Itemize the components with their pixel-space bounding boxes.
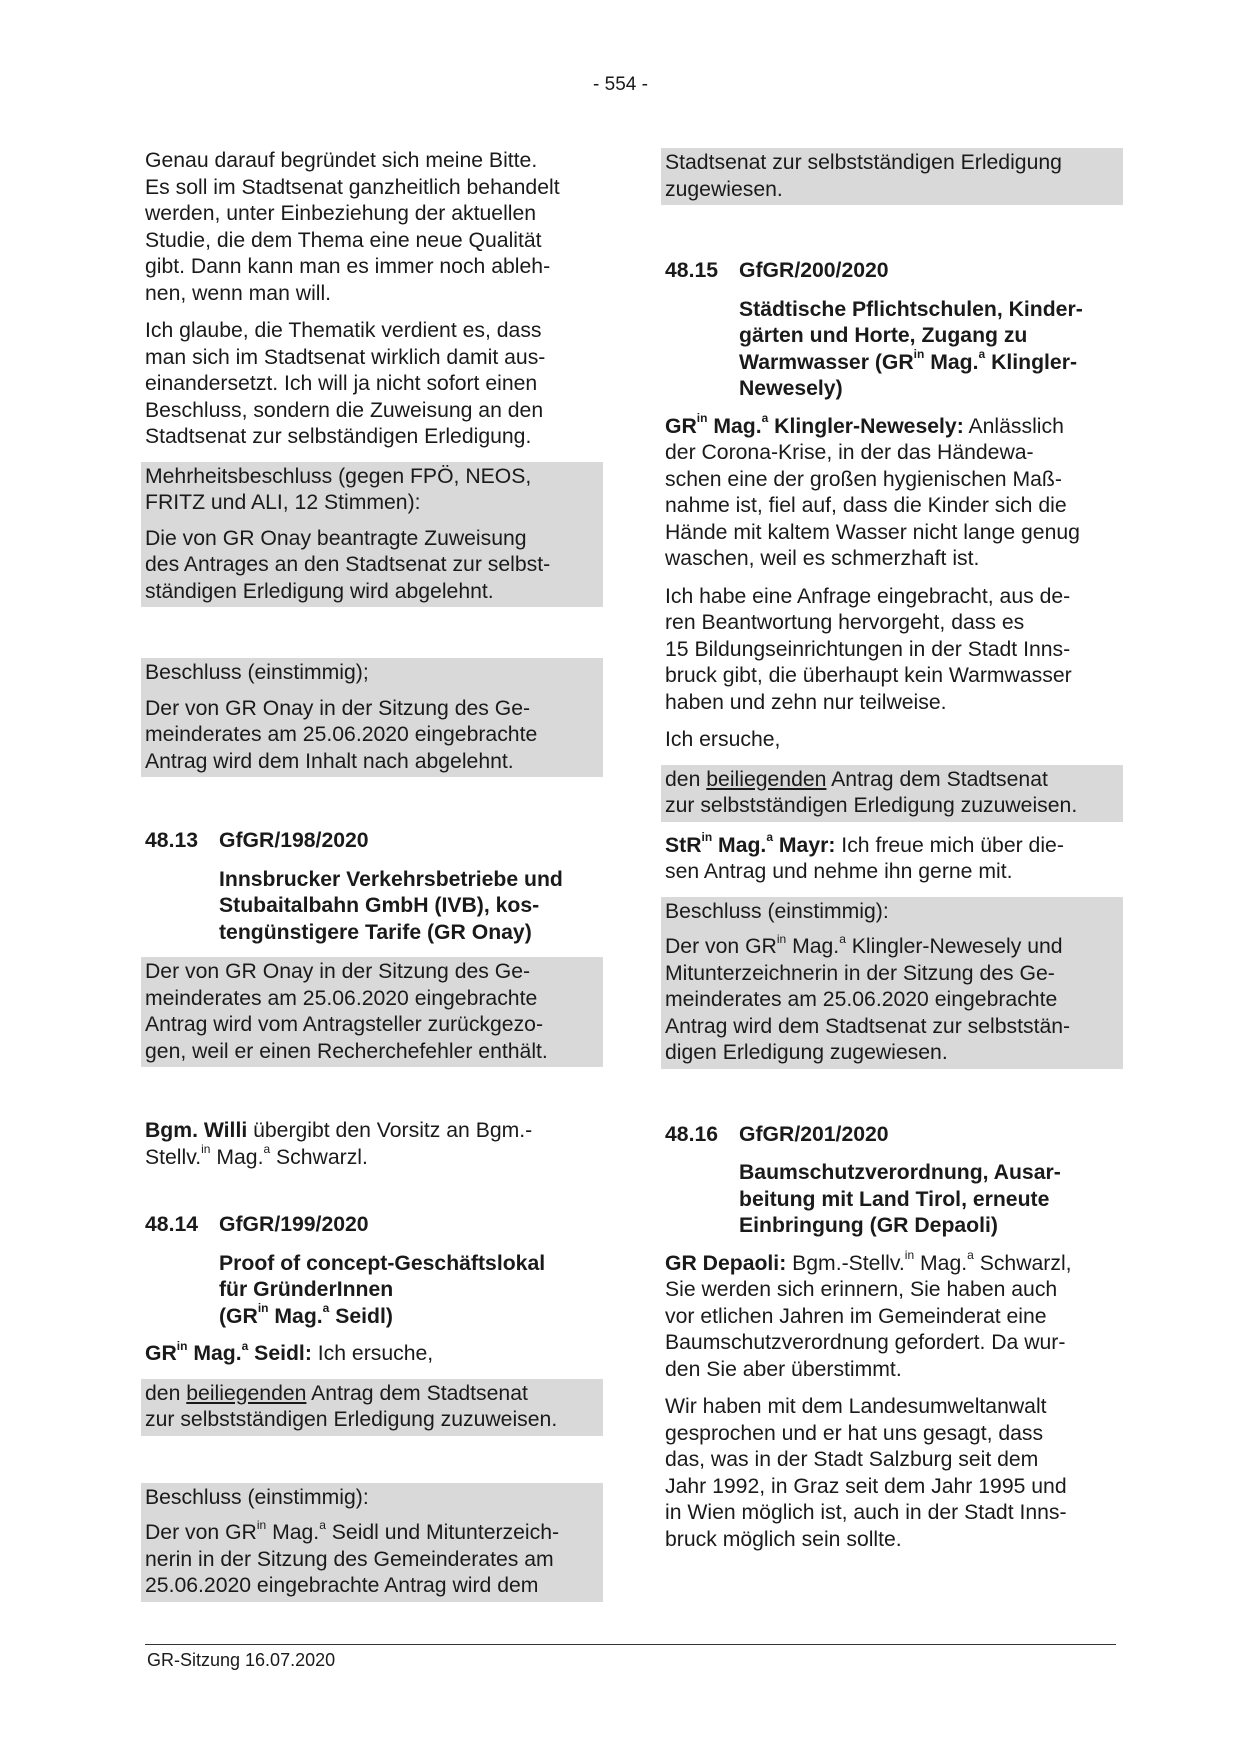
text-span: (GR <box>219 1304 258 1328</box>
text-line: zugewiesen. <box>665 177 783 201</box>
text-line: Newesely) <box>739 377 843 400</box>
agenda-item-subject <box>145 867 603 947</box>
text-line: einandersetzt. Ich will ja nicht sofort einen <box>145 372 538 395</box>
superscript: in <box>201 1142 211 1157</box>
superscript: a <box>766 830 774 845</box>
resolution-box <box>661 897 1123 1069</box>
text-line: des Antrages an den Stadtsenat zur selbst- <box>145 553 551 576</box>
text-span: Klingler-Newesely und <box>845 935 1063 958</box>
agenda-item-number: 48.15 <box>665 259 719 282</box>
text-line: meinderates am 25.06.2020 eingebrachte <box>665 988 1058 1011</box>
resolution-text <box>145 526 599 606</box>
superscript: a <box>322 1301 330 1316</box>
agenda-item-heading <box>145 828 603 855</box>
speech <box>145 1338 603 1368</box>
text-span: Antrag dem Stadtsenat <box>306 1381 528 1405</box>
text-line: Der von GR Onay in der Sitzung des Ge- <box>145 696 531 720</box>
text-span: Mag. <box>924 350 979 374</box>
text-line: bruck gibt, die überhaupt kein Warmwasser <box>665 664 1072 687</box>
text-line <box>145 1142 603 1172</box>
text-line: Stadtsenat zur selbständigen Erledigung. <box>145 425 532 448</box>
text-line: Hände mit kaltem Wasser nicht lange genug <box>665 520 1080 544</box>
resolution-text <box>665 150 1119 203</box>
text-line: vor etlichen Jahren im Gemeinderat eine <box>665 1304 1047 1328</box>
agenda-item-subject <box>665 1160 1123 1240</box>
motion-box <box>141 1379 603 1436</box>
text-span: GR <box>145 1342 177 1365</box>
text-line <box>145 1338 603 1368</box>
speaker-name: GR Depaoli: <box>665 1251 787 1275</box>
text-span: GR <box>665 414 697 438</box>
resolution-box <box>141 957 603 1067</box>
motion-text <box>665 767 1119 820</box>
text-span: Mag. <box>268 1304 323 1328</box>
resolution-box <box>661 148 1123 205</box>
resolution-box <box>141 462 603 608</box>
text-line: 25.06.2020 eingebrachte Antrag wird dem <box>145 1574 539 1597</box>
text-line <box>219 1301 603 1331</box>
paragraph <box>145 318 603 451</box>
text-line: schen eine der großen hygienischen Maß- <box>665 467 1062 491</box>
text-span: Seidl) <box>329 1304 393 1328</box>
agenda-item-heading <box>665 1122 1123 1149</box>
text-span: Bgm.-Stellv. <box>786 1251 905 1275</box>
text-line: zur selbstständigen Erledigung zuzuweisen. <box>145 1408 558 1431</box>
text-span: Mag. <box>914 1251 968 1275</box>
text-line: Antrag wird vom Antragsteller zurückgezo- <box>145 1013 544 1036</box>
superscript: in <box>257 1301 269 1316</box>
text-span: den <box>665 767 707 791</box>
superscript: a <box>967 1248 974 1263</box>
paragraph <box>145 148 603 307</box>
text-line: Studie, die dem Thema eine neue Qualität <box>145 228 542 252</box>
text-line: Ich habe eine Anfrage eingebracht, aus de- <box>665 584 1071 608</box>
text-line: Einbringung (GR Depaoli) <box>739 1214 998 1237</box>
resolution-heading <box>665 899 1119 926</box>
text-span: Antrag dem Stadtsenat <box>826 767 1048 791</box>
text-line: beitung mit Land Tirol, erneute <box>739 1187 1050 1211</box>
resolution-heading <box>145 464 599 517</box>
text-line <box>665 767 1119 794</box>
text-line <box>739 347 1123 377</box>
agenda-item-number: 48.13 <box>145 829 199 852</box>
text-line: Wir haben mit dem Landesumweltanwalt <box>665 1395 1047 1418</box>
motion-box <box>661 765 1123 822</box>
paragraph <box>665 584 1123 717</box>
text-span: den <box>145 1381 187 1405</box>
text-line: man sich im Stadtsenat wirklich damit aus- <box>145 345 546 369</box>
text-span: Der von GR <box>665 935 777 958</box>
text-line: waschen, weil es schmerzhaft ist. <box>665 547 980 570</box>
text-line: ren Beantwortung hervorgeht, dass es <box>665 611 1025 634</box>
text-line: Innsbrucker Verkehrsbetriebe und <box>219 867 563 891</box>
text-line: Jahr 1992, in Graz seit dem Jahr 1995 und <box>665 1474 1067 1498</box>
agenda-item-heading <box>145 1212 603 1239</box>
text-line: für GründerInnen <box>219 1278 394 1301</box>
text-span: übergibt den Vorsitz an Bgm.- <box>247 1119 533 1142</box>
footer-divider <box>145 1644 1116 1645</box>
resolution-text <box>145 959 599 1065</box>
text-line: Es soll im Stadtsenat ganzheitlich behandelt <box>145 175 560 199</box>
speaker-name: Bgm. Willi <box>145 1119 248 1142</box>
text-line: tengünstigere Tarife (GR Onay) <box>219 920 532 944</box>
speech <box>665 1248 1123 1384</box>
text-span: Anlässlich <box>963 414 1064 438</box>
text-line: werden, unter Einbeziehung der aktuellen <box>145 202 537 225</box>
text-span: Mag. <box>786 935 840 958</box>
agenda-item-number: 48.16 <box>665 1122 719 1146</box>
text-line <box>145 1381 599 1408</box>
agenda-item-number: 48.14 <box>145 1213 199 1236</box>
text-line: meinderates am 25.06.2020 eingebrachte <box>145 986 538 1010</box>
superscript: a <box>319 1517 326 1532</box>
superscript: a <box>761 411 769 426</box>
text-line: Baumschutzverordnung gefordert. Da wur- <box>665 1331 1066 1354</box>
motion-text <box>145 1381 599 1434</box>
text-line: gibt. Dann kann man es immer noch ableh- <box>145 255 551 278</box>
text-line: bruck möglich sein sollte. <box>665 1527 902 1551</box>
text-span: Seidl und Mitunterzeich- <box>325 1521 560 1544</box>
paragraph <box>665 1394 1123 1553</box>
text-line: Städtische Pflichtschulen, Kinder- <box>739 297 1083 321</box>
text-line: digen Erledigung zugewiesen. <box>665 1041 948 1064</box>
text-line: Beschluss (einstimmig); <box>145 661 369 684</box>
resolution-box <box>141 658 603 777</box>
superscript: in <box>904 1248 915 1263</box>
text-span: Stellv. <box>145 1145 202 1169</box>
text-line: Proof of concept-Geschäftslokal <box>219 1251 546 1275</box>
text-span: Warmwasser (GR <box>739 350 914 374</box>
text-line: Antrag wird dem Inhalt nach abgelehnt. <box>145 749 514 773</box>
speaker-name <box>665 830 836 857</box>
text-span: Mag. <box>187 1342 242 1365</box>
text-line: gärten und Horte, Zugang zu <box>739 324 1028 347</box>
superscript: a <box>978 347 986 362</box>
agenda-item-heading <box>665 258 1123 285</box>
text-line: Beschluss, sondern die Zuweisung an den <box>145 398 544 422</box>
superscript: in <box>776 931 787 946</box>
agenda-item-code: GfGR/199/2020 <box>219 1213 369 1236</box>
text-line: ständigen Erledigung wird abgelehnt. <box>145 579 494 603</box>
text-line: Die von GR Onay beantragte Zuweisung <box>145 526 527 550</box>
text-line: Ich ersuche, <box>665 728 781 751</box>
text-line: meinderates am 25.06.2020 eingebrachte <box>145 723 538 746</box>
text-span: Klingler-Newesely: <box>768 414 964 438</box>
agenda-item-code: GfGR/200/2020 <box>739 259 889 282</box>
text-line: das, was in der Stadt Salzburg seit dem <box>665 1448 1039 1471</box>
text-line: FRITZ und ALI, 12 Stimmen): <box>145 491 421 514</box>
text-span: Mag. <box>210 1145 264 1169</box>
text-line: nerin in der Sitzung des Gemeinderates am <box>145 1547 554 1571</box>
text-span: Schwarzl. <box>270 1145 368 1169</box>
text-line: Mehrheitsbeschluss (gegen FPÖ, NEOS, <box>145 464 532 488</box>
speech <box>665 411 1123 573</box>
text-span: Mayr: <box>773 833 836 857</box>
agenda-item-code: GfGR/198/2020 <box>219 829 369 852</box>
text-line: Stubaitalbahn GmbH (IVB), kos- <box>219 894 540 917</box>
text-line <box>665 411 1123 441</box>
agenda-item-subject <box>665 297 1123 403</box>
text-line: nen, wenn man will. <box>145 281 332 305</box>
underlined-text: beiliegenden <box>186 1381 307 1405</box>
resolution-heading <box>145 660 599 687</box>
text-line <box>145 1517 599 1547</box>
text-span: Ich freue mich über die- <box>835 833 1064 857</box>
agenda-item-code: GfGR/201/2020 <box>739 1122 889 1146</box>
text-line: Beschluss (einstimmig): <box>145 1485 369 1509</box>
resolution-heading <box>145 1485 599 1512</box>
text-line <box>665 931 1119 961</box>
superscript: in <box>913 347 925 362</box>
superscript: a <box>263 1142 271 1157</box>
text-line: 15 Bildungseinrichtungen in der Stadt Inns- <box>665 637 1071 661</box>
text-span: Mag. <box>707 414 762 438</box>
text-line: der Corona-Krise, in der das Händewa- <box>665 441 1034 464</box>
underlined-text: beiliegenden <box>706 767 827 791</box>
superscript: a <box>839 931 846 946</box>
text-line: Genau darauf begründet sich meine Bitte. <box>145 149 538 172</box>
superscript: a <box>241 1338 249 1353</box>
text-line: nahme ist, fiel auf, dass die Kinder sich die <box>665 494 1067 517</box>
text-span: Klingler- <box>985 350 1078 374</box>
speech <box>665 830 1123 886</box>
speaker-name <box>145 1338 312 1365</box>
text-line: zur selbstständigen Erledigung zuzuweisen. <box>665 794 1078 817</box>
left-column <box>145 148 603 1613</box>
resolution-text <box>145 696 599 776</box>
text-span: Der von GR <box>145 1521 257 1544</box>
chair-handover-note <box>145 1118 603 1171</box>
text-line: Der von GR Onay in der Sitzung des Ge- <box>145 960 531 983</box>
right-column <box>665 148 1123 1564</box>
text-line: in Wien möglich ist, auch in der Stadt Inns- <box>665 1501 1067 1524</box>
superscript: in <box>701 830 713 845</box>
text-line: gesprochen und er hat uns gesagt, dass <box>665 1421 1044 1445</box>
text-line: Antrag wird dem Stadtsenat zur selbststän- <box>665 1014 1071 1038</box>
text-line: haben und zehn nur teilweise. <box>665 690 947 714</box>
text-line: Mitunterzeichnerin in der Sitzung des Ge- <box>665 961 1055 985</box>
text-span: Seidl: <box>248 1342 312 1365</box>
superscript: in <box>256 1517 267 1532</box>
text-line: Baumschutzverordnung, Ausar- <box>739 1161 1061 1184</box>
superscript: in <box>696 411 708 426</box>
text-span: Schwarzl, <box>973 1251 1072 1275</box>
text-line <box>665 1248 1123 1278</box>
paragraph <box>665 727 1123 754</box>
resolution-box <box>141 1483 603 1602</box>
text-span: Ich ersuche, <box>311 1342 434 1365</box>
speaker-name <box>665 411 964 438</box>
page-number: - 554 - <box>593 74 648 95</box>
footer-session-label: GR-Sitzung 16.07.2020 <box>147 1650 336 1670</box>
text-line: Sie werden sich erinnern, Sie haben auch <box>665 1278 1058 1301</box>
text-span: StR <box>665 833 702 857</box>
text-line: sen Antrag und nehme ihn gerne mit. <box>665 860 1013 883</box>
agenda-item-subject <box>145 1251 603 1331</box>
text-line: gen, weil er einen Recherchefehler enthält. <box>145 1039 548 1063</box>
text-line <box>665 830 1123 860</box>
superscript: in <box>176 1338 188 1353</box>
text-line: den Sie aber überstimmt. <box>665 1357 902 1381</box>
text-line: Stadtsenat zur selbstständigen Erledigung <box>665 151 1062 174</box>
text-line <box>145 1118 603 1145</box>
text-span: Mag. <box>266 1521 320 1544</box>
text-line: Ich glaube, die Thematik verdient es, dass <box>145 319 542 342</box>
text-line: Beschluss (einstimmig): <box>665 899 889 923</box>
resolution-text <box>145 1517 599 1600</box>
text-span: Mag. <box>712 833 767 857</box>
resolution-text <box>665 931 1119 1067</box>
